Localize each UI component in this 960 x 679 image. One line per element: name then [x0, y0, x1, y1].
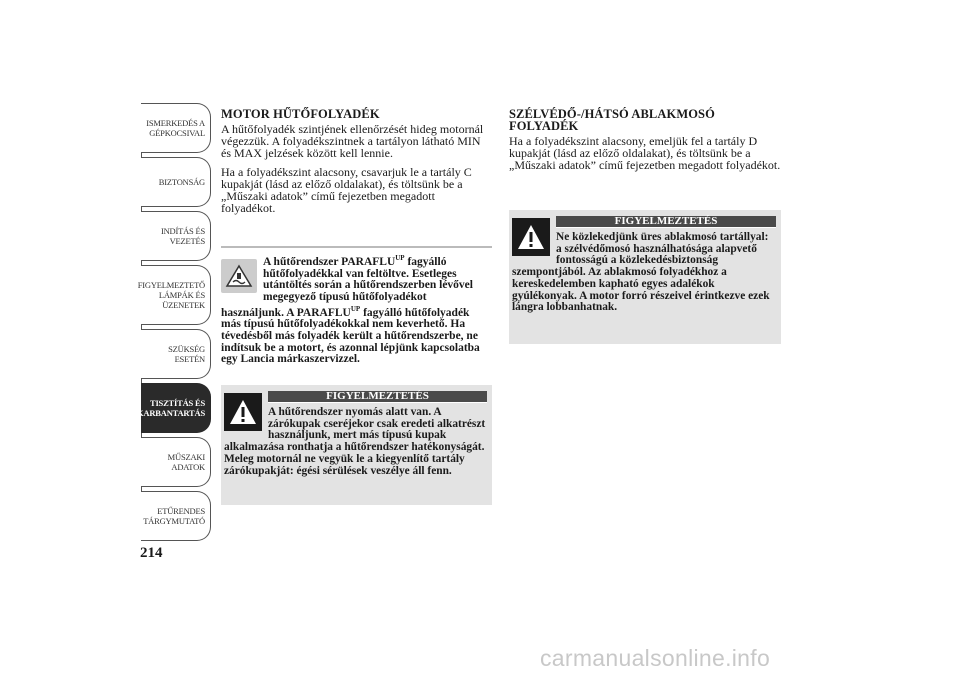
washer-heading: SZÉLVÉDŐ-/HÁTSÓ ABLAKMOSÓ FOLYADÉK: [509, 107, 715, 133]
warning-body: [512, 232, 776, 314]
note-part-b: fagyálló hűtőfolyadékkal van feltöltve. Esetleges utántöltés során a hűtőrendszerben lévővel megegyező típusú hűtőfolyadékot használjunk. A PARAFLU: [221, 255, 473, 319]
page-number: 214: [140, 545, 163, 561]
warning-title: [268, 390, 487, 403]
note-sup-1: UP: [395, 254, 405, 262]
coolant-icon: [221, 259, 257, 293]
tab-targymutato[interactable]: ETŰRENDES TÁRGYMUTATÓ: [141, 491, 211, 541]
warning-body: [224, 407, 487, 477]
tab-inditas[interactable]: INDÍTÁS ÉS VEZETÉS: [141, 211, 211, 261]
tab-figyelmezteto[interactable]: FIGYELMEZTETŐ LÁMPÁK ÉS ÜZENETEK: [141, 265, 211, 325]
coolant-paragraph-1: A hűtőfolyadék szintjének ellenőrzését hideg motornál végezzük. A folyadékszintnek a tartályon látható MIN és MAX jelzések között kell lennie.: [221, 122, 484, 161]
note-part-c: fagyálló hűtőfolyadék más típusú hűtőfolyadékokkal nem keverhető. Ha tévedésből más folyadék került a hűtőrendszerbe, ne indítsuk be a motort, és azonnal lépjünk kapcsolatba egy Lancia márkaszervizzel.: [221, 306, 480, 366]
washer-warning-box: [509, 210, 781, 344]
paraflu-note: [221, 246, 492, 366]
warning-title: [556, 215, 776, 228]
tab-muszaki[interactable]: MŰSZAKI ADATOK: [141, 437, 211, 487]
right-column: [509, 108, 781, 178]
washer-paragraph-1: Ha a folyadékszint alacsony, emeljük fel a tartály D kupakját (lásd az előző oldalakat), és töltsünk be a „Műszaki adatok” című fejezetben megadott folyadékot.: [509, 134, 781, 173]
warning-triangle-icon: [512, 218, 550, 256]
coolant-paragraph-2: Ha a folyadékszint alacsony, csavarjuk le a tartály C kupakját (lásd az előző oldalakat), és töltsünk be a „Műszaki adatok” című fejezetben megadott folyadékot.: [221, 164, 472, 216]
tab-szukseg[interactable]: SZÜKSÉG ESETÉN: [141, 329, 211, 379]
warning-triangle-icon: [224, 393, 262, 431]
note-divider: [221, 246, 492, 248]
tab-tisztitas[interactable]: TISZTÍTÁS ÉS KARBANTARTÁS: [141, 383, 211, 433]
left-column: [221, 108, 491, 220]
warning-title-text: FIGYELMEZTETÉS: [268, 391, 487, 402]
warning-text: Ne közlekedjünk üres ablakmosó tartállyal: a szélvédőmosó használhatósága alapvető fontosságú a közlekedésbiztonság szempontjából. Az ablakmosó folyadékhoz a kereskedelemben kapható egyes adalékok gyúlékonyak. A motor forró részeivel érintkezve ezek lángra lobbanhatnak.: [512, 231, 770, 314]
warning-title-text: FIGYELMEZTETÉS: [556, 216, 776, 227]
coolant-heading: MOTOR HŰTŐFOLYADÉK: [221, 107, 380, 121]
tab-ismerkedes[interactable]: ISMERKEDÉS A GÉPKOCSIVAL: [141, 103, 211, 153]
tab-biztonsag[interactable]: BIZTONSÁG: [141, 157, 211, 207]
coolant-warning-box: [221, 385, 492, 505]
warning-text: A hűtőrendszer nyomás alatt van. A zárókupak cseréjekor csak eredeti alkatrészt használjunk, mert más típusú kupak alkalmazása ronthatja a hűtőrendszer hatékonyságát. Meleg motornál ne vegyük le a kiegyenlítő tartály zárókupakját: égési sérülések veszélye áll fenn.: [224, 406, 486, 477]
note-part-a: A hűtőrendszer PARAFLU: [263, 255, 396, 268]
paraflu-note-text: [221, 253, 492, 366]
watermark: carmanualsonline.info: [540, 645, 771, 671]
note-sup-2: UP: [350, 304, 361, 313]
